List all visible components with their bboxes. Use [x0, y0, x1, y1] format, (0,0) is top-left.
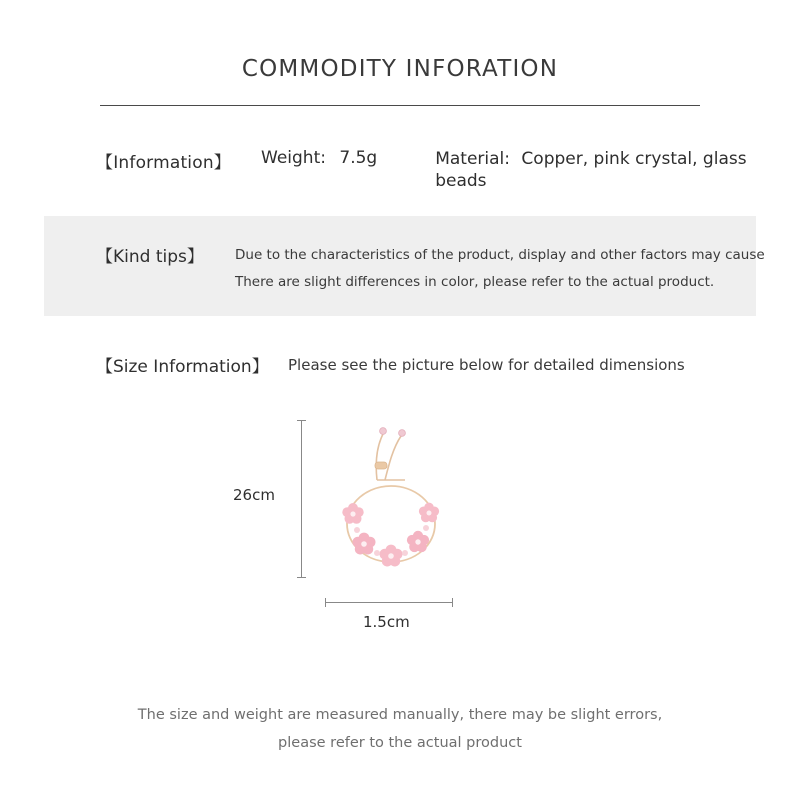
- height-dimension-label: 26cm: [233, 486, 275, 504]
- page-title: COMMODITY INFORATION: [241, 56, 559, 82]
- height-caliper-bottom-cap: [297, 577, 306, 578]
- material-field: [435, 148, 765, 193]
- footer-line-1: The size and weight are measured manually, there may be slight errors,: [137, 707, 663, 723]
- width-caliper-right-cap: [452, 598, 453, 607]
- information-row: [96, 148, 768, 193]
- material-label: Material:: [435, 149, 511, 169]
- footer-line-2: please refer to the actual product: [278, 734, 522, 751]
- size-information-label: 【Size Information】: [96, 357, 269, 377]
- size-diagram: [225, 408, 585, 648]
- information-label: 【Information】: [96, 153, 232, 173]
- weight-label: Weight:: [261, 148, 326, 168]
- width-caliper-line: [325, 602, 453, 603]
- kind-tips-line-2: There are slight differences in color, please refer to the actual product.: [235, 274, 715, 290]
- weight-field: [261, 148, 377, 168]
- title-divider: [100, 105, 700, 106]
- height-caliper: [297, 420, 306, 578]
- width-caliper: [325, 598, 453, 607]
- size-information-note: Please see the picture below for detailed dimensions: [288, 356, 685, 374]
- kind-tips-label: 【Kind tips】: [96, 247, 204, 267]
- product-image: [317, 414, 465, 582]
- width-dimension-label: 1.5cm: [363, 613, 410, 631]
- height-caliper-line: [301, 420, 302, 578]
- material-value: Copper, pink crystal, glass beads: [435, 149, 747, 192]
- kind-tips-text: [235, 242, 765, 296]
- weight-value: 7.5g: [339, 148, 378, 168]
- kind-tips-line-1: Due to the characteristics of the product, display and other factors may cause: [235, 247, 765, 263]
- footer-disclaimer: [0, 702, 800, 757]
